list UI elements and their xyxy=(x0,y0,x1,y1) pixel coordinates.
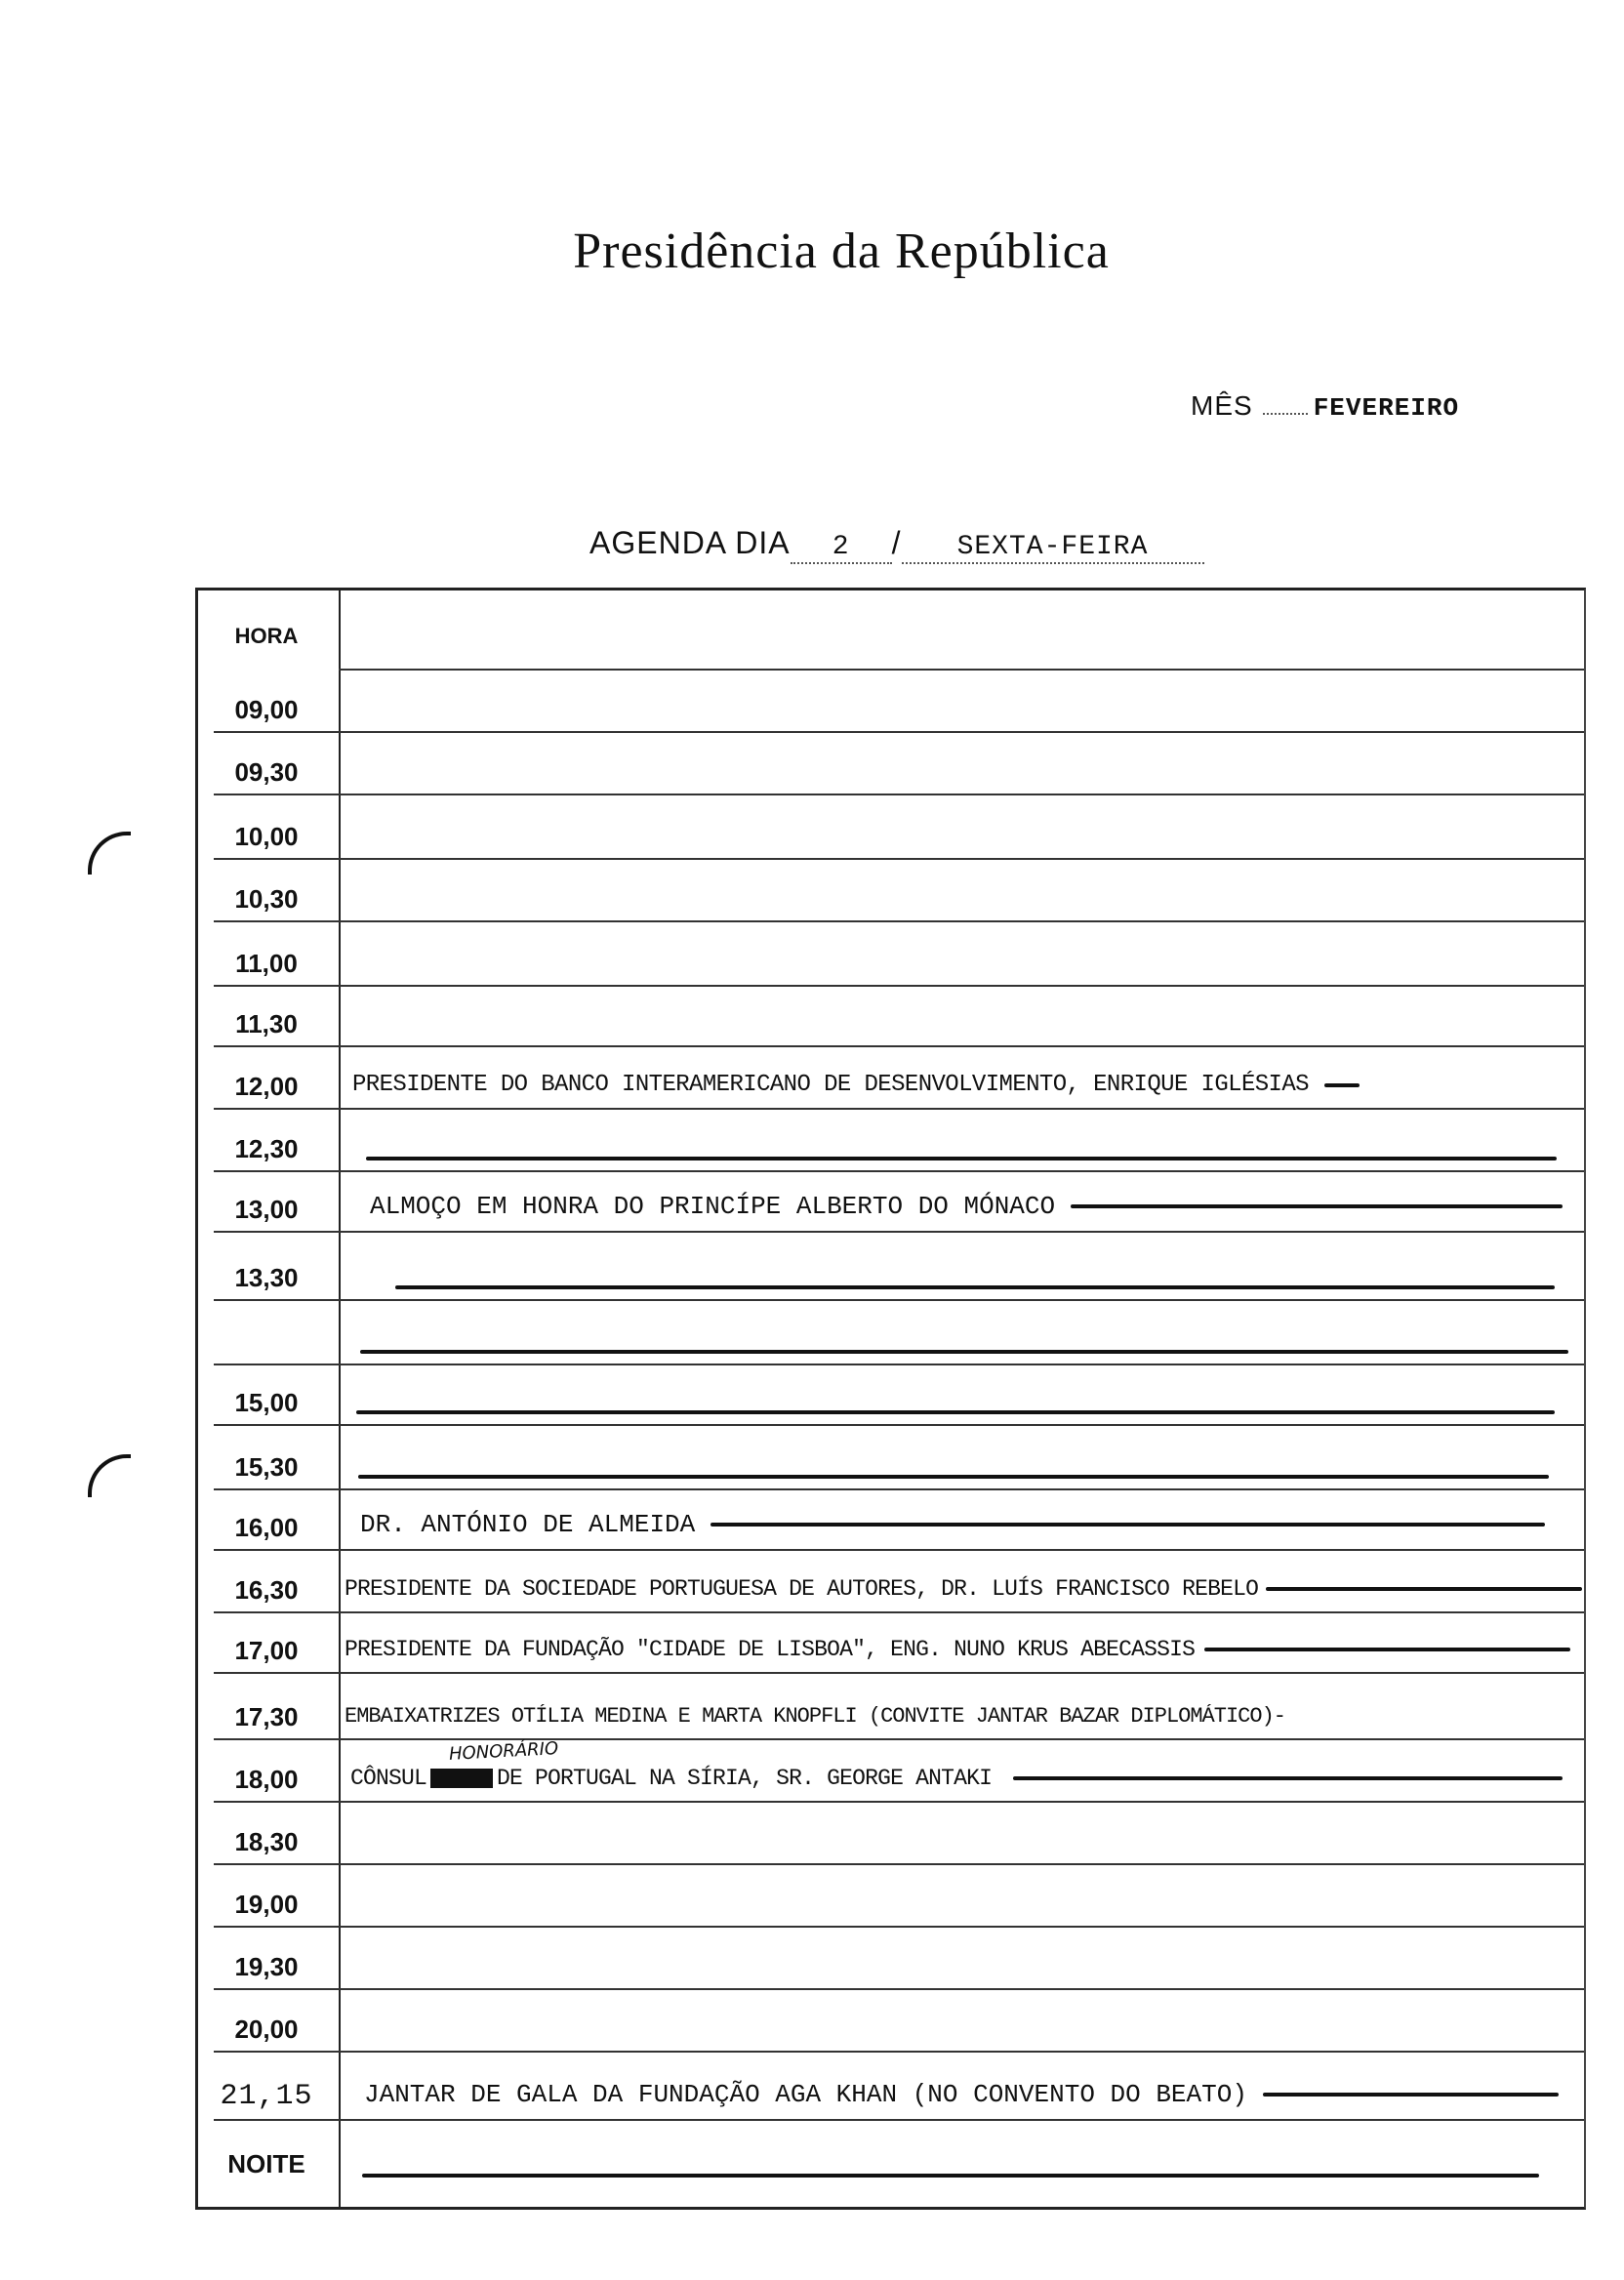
entry-cell xyxy=(360,1510,1545,1539)
hour-cell: 16,00 xyxy=(234,1513,299,1542)
date-separator: / xyxy=(891,525,902,560)
hour-cell: 09,00 xyxy=(234,695,299,724)
month-value: FEVEREIRO xyxy=(1313,393,1460,423)
agenda-date xyxy=(589,525,1204,564)
hour-cell: 19,00 xyxy=(234,1890,299,1919)
table-row xyxy=(198,1865,1584,1928)
table-row xyxy=(198,1426,1584,1490)
hour-cell: 15,00 xyxy=(234,1388,299,1417)
entry-cell xyxy=(360,1350,1568,1354)
page-title: Presidência da República xyxy=(573,224,1110,279)
entry-cell xyxy=(345,1704,1588,1729)
month-dots xyxy=(1263,413,1308,415)
hour-cell: 15,30 xyxy=(234,1452,299,1482)
table-row xyxy=(198,1233,1584,1301)
hour-cell: 13,30 xyxy=(234,1263,299,1292)
table-row xyxy=(198,1674,1584,1740)
day-number: 2 xyxy=(791,532,892,564)
entry-cell xyxy=(345,1576,1582,1602)
entry-text: JANTAR DE GALA DA FUNDAÇÃO AGA KHAN (NO CONVENTO DO BEATO) xyxy=(364,2080,1247,2109)
entry-cell xyxy=(356,1410,1555,1414)
entry-cell xyxy=(352,1072,1564,1098)
entry-cell xyxy=(364,2080,1559,2109)
table-row xyxy=(198,922,1584,987)
hour-cell: 09,30 xyxy=(234,757,299,787)
hour-cell: 13,00 xyxy=(234,1195,299,1224)
table-row xyxy=(198,1490,1584,1551)
table-row xyxy=(198,1990,1584,2053)
hour-cell: 17,30 xyxy=(234,1702,299,1731)
table-row xyxy=(198,1047,1584,1110)
hour-cell: 19,30 xyxy=(234,1952,299,1981)
entry-text: ALMOÇO EM HONRA DO PRINCÍPE ALBERTO DO MÓNACO xyxy=(370,1192,1056,1221)
entry-cell xyxy=(350,1766,1563,1791)
entry-cell xyxy=(345,1637,1570,1662)
table-row xyxy=(198,1740,1584,1803)
entry-text: PRESIDENTE DO BANCO INTERAMERICANO DE DESENVOLVIMENTO, ENRIQUE IGLÉSIAS xyxy=(352,1072,1309,1098)
hour-cell: 11,00 xyxy=(235,949,298,978)
entry-text: DR. ANTÓNIO DE ALMEIDA xyxy=(360,1510,696,1539)
agenda-table xyxy=(195,588,1586,2210)
table-row xyxy=(198,1365,1584,1426)
table-row xyxy=(198,733,1584,795)
weekday: SEXTA-FEIRA xyxy=(902,532,1204,564)
entry-cell xyxy=(362,2174,1539,2178)
hour-cell: 17,00 xyxy=(234,1636,299,1665)
hour-cell: NOITE xyxy=(227,2149,305,2178)
entry-text-after: DE PORTUGAL NA SÍRIA, SR. GEORGE ANTAKI xyxy=(497,1766,993,1791)
entry-cell xyxy=(395,1285,1555,1289)
table-row xyxy=(198,795,1584,860)
redaction-block xyxy=(430,1769,493,1788)
punch-hole-mark xyxy=(88,832,131,875)
hour-cell: 10,30 xyxy=(234,884,299,914)
table-header-row xyxy=(198,590,1584,671)
entry-cell xyxy=(370,1192,1563,1221)
hour-cell: 18,30 xyxy=(234,1827,299,1856)
hour-cell: 12,30 xyxy=(234,1134,299,1163)
table-row xyxy=(198,860,1584,922)
table-row xyxy=(198,1172,1584,1233)
table-row xyxy=(198,1928,1584,1990)
month-label: MÊS xyxy=(1191,390,1253,421)
entry-text: PRESIDENTE DA FUNDAÇÃO "CIDADE DE LISBOA", ENG. NUNO KRUS ABECASSIS xyxy=(345,1637,1196,1662)
table-row xyxy=(198,1613,1584,1674)
table-row xyxy=(198,1803,1584,1865)
entry-text-before: CÔNSUL xyxy=(350,1766,427,1791)
table-row xyxy=(198,987,1584,1047)
table-row xyxy=(198,1110,1584,1172)
entry-text: PRESIDENTE DA SOCIEDADE PORTUGUESA DE AUTORES, DR. LUÍS FRANCISCO REBELO xyxy=(345,1576,1259,1602)
table-row xyxy=(198,1551,1584,1613)
punch-hole-mark xyxy=(88,1454,131,1497)
entry-text: EMBAIXATRIZES OTÍLIA MEDINA E MARTA KNOPFLI (CONVITE JANTAR BAZAR DIPLOMÁTICO)- xyxy=(345,1704,1285,1729)
hour-cell: 11,30 xyxy=(235,1009,298,1038)
table-row xyxy=(198,671,1584,733)
month-field xyxy=(1191,390,1459,423)
table-row xyxy=(198,1301,1584,1365)
hour-cell: 12,00 xyxy=(234,1072,299,1101)
hour-cell: 10,00 xyxy=(234,822,299,851)
hour-cell: 16,30 xyxy=(234,1575,299,1605)
handwritten-annotation: HONORÁRIO xyxy=(448,1738,559,1765)
entry-cell xyxy=(366,1157,1557,1160)
hour-cell: 20,00 xyxy=(234,2015,299,2044)
table-row xyxy=(198,2053,1584,2121)
entry-cell xyxy=(358,1475,1549,1479)
table-row xyxy=(198,2121,1584,2207)
agenda-label: AGENDA DIA xyxy=(589,525,791,560)
hour-cell: 21,15 xyxy=(220,2080,313,2113)
hour-cell: 18,00 xyxy=(234,1765,299,1794)
hour-column-header: HORA xyxy=(234,624,299,648)
